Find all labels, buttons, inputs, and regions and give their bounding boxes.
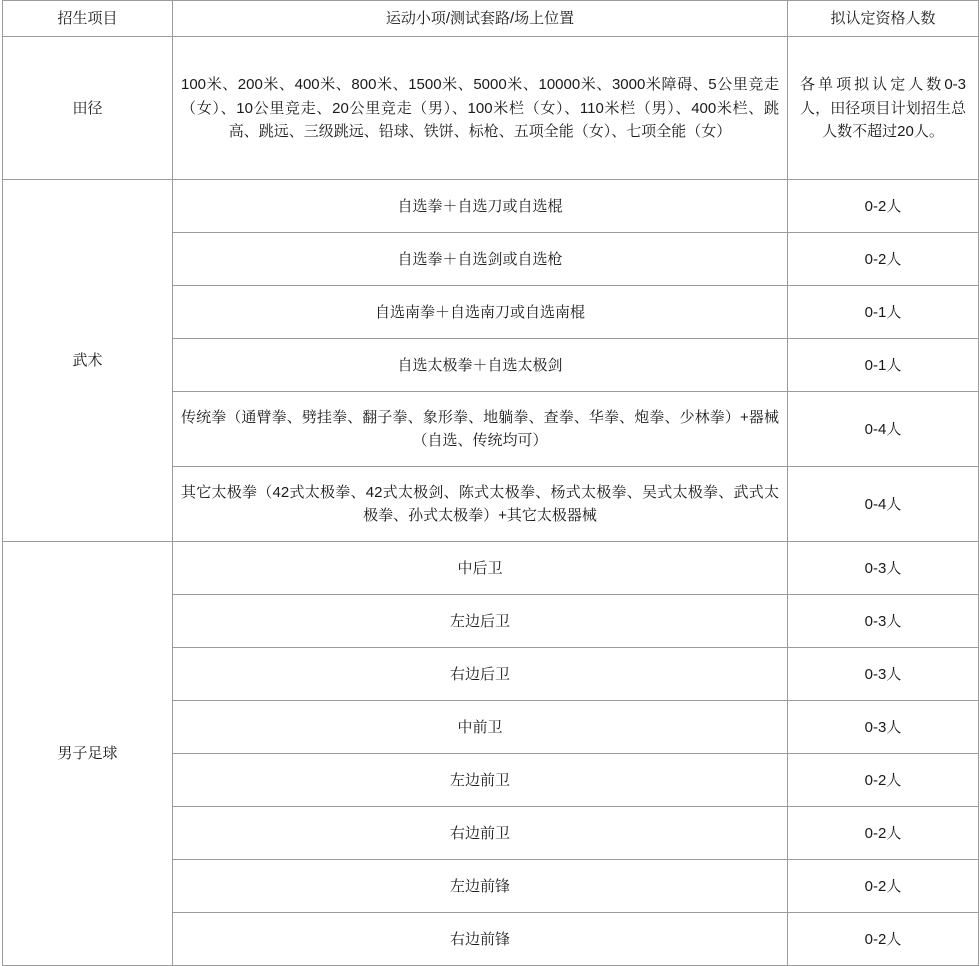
quota-cell-football-2: 0-3人 [788, 595, 979, 648]
event-cell-football-4: 中前卫 [173, 701, 788, 754]
column-header-program: 招生项目 [3, 1, 173, 37]
category-cell-athletics: 田径 [3, 37, 173, 180]
event-cell-wushu-3: 自选南拳＋自选南刀或自选南棍 [173, 286, 788, 339]
table-row [3, 542, 979, 595]
event-cell-wushu-2: 自选拳＋自选剑或自选枪 [173, 233, 788, 286]
quota-cell-wushu-3: 0-1人 [788, 286, 979, 339]
event-cell-wushu-1: 自选拳＋自选刀或自选棍 [173, 180, 788, 233]
event-cell-football-8: 右边前锋 [173, 913, 788, 966]
quota-cell-athletics: 各单项拟认定人数0-3人，田径项目计划招生总人数不超过20人。 [788, 37, 979, 180]
column-header-quota: 拟认定资格人数 [788, 1, 979, 37]
quota-cell-wushu-4: 0-1人 [788, 339, 979, 392]
event-cell-football-2: 左边后卫 [173, 595, 788, 648]
quota-cell-wushu-1: 0-2人 [788, 180, 979, 233]
quota-cell-football-6: 0-2人 [788, 807, 979, 860]
quota-cell-football-7: 0-2人 [788, 860, 979, 913]
table-body [3, 37, 979, 966]
event-cell-football-5: 左边前卫 [173, 754, 788, 807]
event-cell-football-7: 左边前锋 [173, 860, 788, 913]
quota-cell-wushu-5: 0-4人 [788, 392, 979, 467]
event-cell-football-3: 右边后卫 [173, 648, 788, 701]
quota-cell-wushu-2: 0-2人 [788, 233, 979, 286]
event-cell-wushu-4: 自选太极拳＋自选太极剑 [173, 339, 788, 392]
event-cell-wushu-5: 传统拳（通臂拳、劈挂拳、翻子拳、象形拳、地躺拳、查拳、华拳、炮拳、少林拳）+器械（自选、传统均可） [173, 392, 788, 467]
table-row [3, 37, 979, 180]
event-cell-wushu-6: 其它太极拳（42式太极拳、42式太极剑、陈式太极拳、杨式太极拳、吴式太极拳、武式太极拳、孙式太极拳）+其它太极器械 [173, 467, 788, 542]
table-row [3, 180, 979, 233]
event-cell-athletics: 100米、200米、400米、800米、1500米、5000米、10000米、3000米障碍、5公里竞走（女）、10公里竞走、20公里竞走（男）、100米栏（女）、110米栏（男）、400米栏、跳高、跳远、三级跳远、铅球、铁饼、标枪、五项全能（女）、七项全能（女） [173, 37, 788, 180]
event-cell-football-6: 右边前卫 [173, 807, 788, 860]
quota-cell-wushu-6: 0-4人 [788, 467, 979, 542]
category-cell-football: 男子足球 [3, 542, 173, 966]
table-header-row [3, 1, 979, 37]
table-header [3, 1, 979, 37]
quota-cell-football-1: 0-3人 [788, 542, 979, 595]
category-cell-wushu: 武术 [3, 180, 173, 542]
quota-cell-football-3: 0-3人 [788, 648, 979, 701]
admission-table [2, 0, 979, 966]
column-header-event: 运动小项/测试套路/场上位置 [173, 1, 788, 37]
quota-cell-football-8: 0-2人 [788, 913, 979, 966]
event-cell-football-1: 中后卫 [173, 542, 788, 595]
quota-cell-football-5: 0-2人 [788, 754, 979, 807]
quota-cell-football-4: 0-3人 [788, 701, 979, 754]
